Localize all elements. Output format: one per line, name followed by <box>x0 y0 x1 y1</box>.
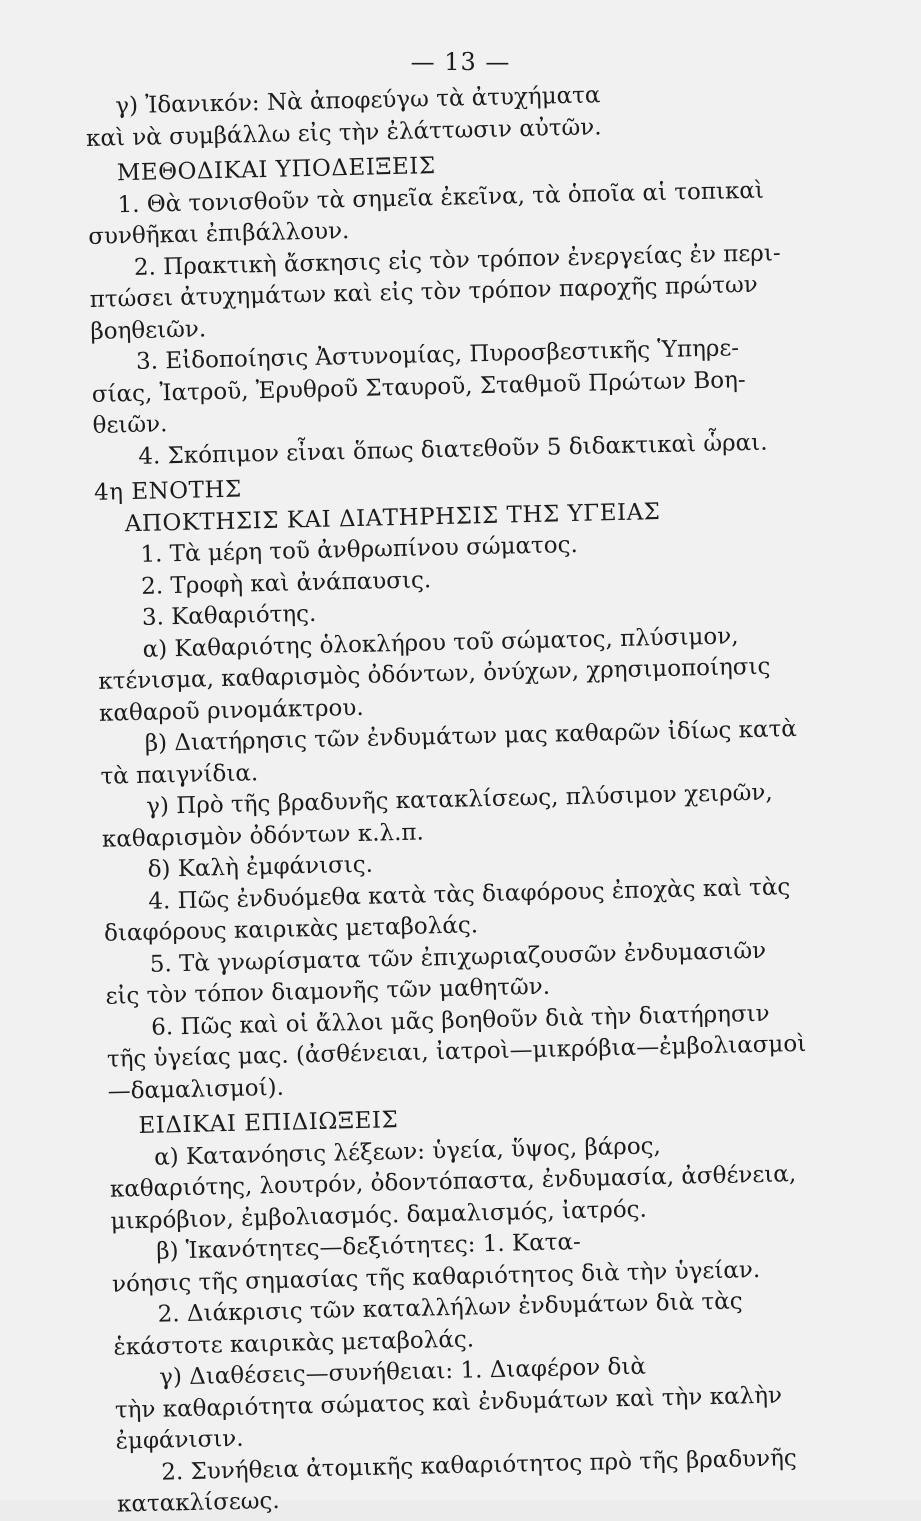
text-line: γ) Διαθέσεις—συνήθειαι: 1. Διαφέρον διὰ <box>158 1353 647 1391</box>
text-line: καθαροῦ ρινομάκτρου. <box>98 694 364 727</box>
text-line: 6. Πῶς καὶ οἱ ἄλλοι μᾶς βοηθοῦν διὰ τὴν διατήρησιν <box>150 1000 770 1041</box>
text-line: δ) Καλὴ ἐμφάνισις. <box>147 851 374 883</box>
page-number: — 13 — <box>410 48 511 76</box>
text-line: γ) Ἰδανικόν: Νὰ ἀποφεύγω τὰ ἀτυχήματα <box>115 82 601 120</box>
text-line: καὶ νὰ συμβάλλω εἰς τὴν ἐλάττωσιν αὐτῶν. <box>85 113 602 152</box>
section-heading-methodical-hints: ΜΕΘΟΔΙΚΑΙ ΥΠΟΔΕΙΞΕΙΣ <box>116 153 436 187</box>
text-line: κατακλίσεως. <box>116 1487 281 1518</box>
text-line: 4. Πῶς ἐνδυόμεθα κατὰ τὰς διαφόρους ἐποχὰς καὶ τὰς <box>148 873 791 915</box>
text-line: μικρόβιον, ἐμβολιασμός. δαμαλισμός, ἰατρός. <box>110 1196 648 1235</box>
text-line: βοηθειῶν. <box>90 315 207 345</box>
text-line: α) Καθαριότης ὁλοκλήρου τοῦ σώματος, πλύσιμον, <box>142 622 739 663</box>
text-line: 1. Θὰ τονισθοῦν τὰ σημεῖα ἐκεῖνα, τὰ ὁποῖα αἱ τοπικαὶ <box>117 177 765 218</box>
text-line: 2. Διάκρισις τῶν καταλλήλων ἐνδυμάτων διὰ τὰς <box>157 1288 743 1328</box>
text-line: τῆς ὑγείας μας. (ἀσθένειαι, ἰατροὶ—μικρόβια—ἐμβολιασμοὶ <box>106 1030 807 1073</box>
text-line: β) Διατήρησις τῶν ἐνδυμάτων μας καθαρῶν ἰδίως κατὰ <box>144 716 798 757</box>
text-line: καθαριότης, λουτρόν, ὀδοντόπαστα, ἐνδυμασία, ἀσθένεια, <box>109 1161 797 1203</box>
text-line: 2. Τροφὴ καὶ ἀνάπαυσις. <box>140 566 432 600</box>
text-line: σίας, Ἰατροῦ, Ἐρυθροῦ Σταυροῦ, Σταθμοῦ Πρώτων Βοη- <box>91 366 746 408</box>
text-line: εἰς τὸν τόπον διαμονῆς τῶν μαθητῶν. <box>105 973 551 1010</box>
text-line: νόησις τῆς σημασίας τῆς καθαριότητος διὰ τὴν ὑγείαν. <box>111 1256 761 1298</box>
text-line: α) Κατανόησις λέξεων: ὑγεία, ὕψος, βάρος, <box>153 1132 662 1171</box>
text-line: 3. Καθαριότης. <box>141 600 317 631</box>
text-line: 5. Τὰ γνωρίσματα τῶν ἐπιχωριαζουσῶν ἐνδυμασιῶν <box>149 937 767 978</box>
text-line: καθαρισμὸν ὀδόντων κ.λ.π. <box>101 819 425 853</box>
unit-heading: 4η ΕΝΟΤΗΣ <box>93 476 243 506</box>
text-line: ἑκάστοτε καιρικὰς μεταβολάς. <box>113 1325 475 1361</box>
text-line: 2. Συνήθεια ἀτομικῆς καθαριότητος πρὸ τῆς βραδυνῆς <box>161 1444 798 1486</box>
text-line: γ) Πρὸ τῆς βραδυνῆς κατακλίσεως, πλύσιμον χειρῶν, <box>145 779 773 820</box>
unit-title: ΑΠΟΚΤΗΣΙΣ ΚΑΙ ΔΙΑΤΗΡΗΣΙΣ ΤΗΣ ΥΓΕΙΑΣ <box>124 498 661 537</box>
text-line: τὰ παιγνίδια. <box>100 759 259 790</box>
text-line: διαφόρους καιρικὰς μεταβολάς. <box>103 912 479 947</box>
text-line: 3. Εἰδοποίησις Ἀστυνομίας, Πυροσβεστικῆς Ὑπηρε- <box>135 335 740 375</box>
text-line: πτώσει ἀτυχημάτων καὶ εἰς τὸν τρόπον παροχῆς πρώτων <box>89 271 758 313</box>
text-line: θειῶν. <box>92 411 168 439</box>
text-line: συνθῆκαι ἐπιβάλλουν. <box>87 218 350 250</box>
text-line: β) Ἱκανότητες—δεξιότητες: 1. Κατα- <box>156 1229 582 1265</box>
section-heading-special-objectives: ΕΙΔΙΚΑΙ ΕΠΙΔΙΩΞΕΙΣ <box>138 1107 399 1140</box>
text-line: 4. Σκόπιμον εἶναι ὅπως διατεθοῦν 5 διδακτικαὶ ὧραι. <box>137 429 768 470</box>
text-line: ἐμφάνισιν. <box>115 1425 244 1455</box>
text-line: —δαμαλισμοί). <box>107 1074 285 1105</box>
text-line: 1. Τὰ μέρη τοῦ ἀνθρωπίνου σώματος. <box>140 531 579 568</box>
text-line: τὴν καθαριότητα σώματος καὶ ἐνδυμάτων καὶ τὴν καλὴν <box>114 1382 783 1424</box>
text-line: κτένισμα, καθαρισμὸς ὀδόντων, ὀνύχων, χρησιμοποίησις <box>98 653 771 695</box>
page-body <box>85 77 807 1521</box>
text-line: 2. Πρακτικὴ ἄσκησις εἰς τὸν τρόπον ἐνεργείας ἐν περι- <box>133 239 781 281</box>
